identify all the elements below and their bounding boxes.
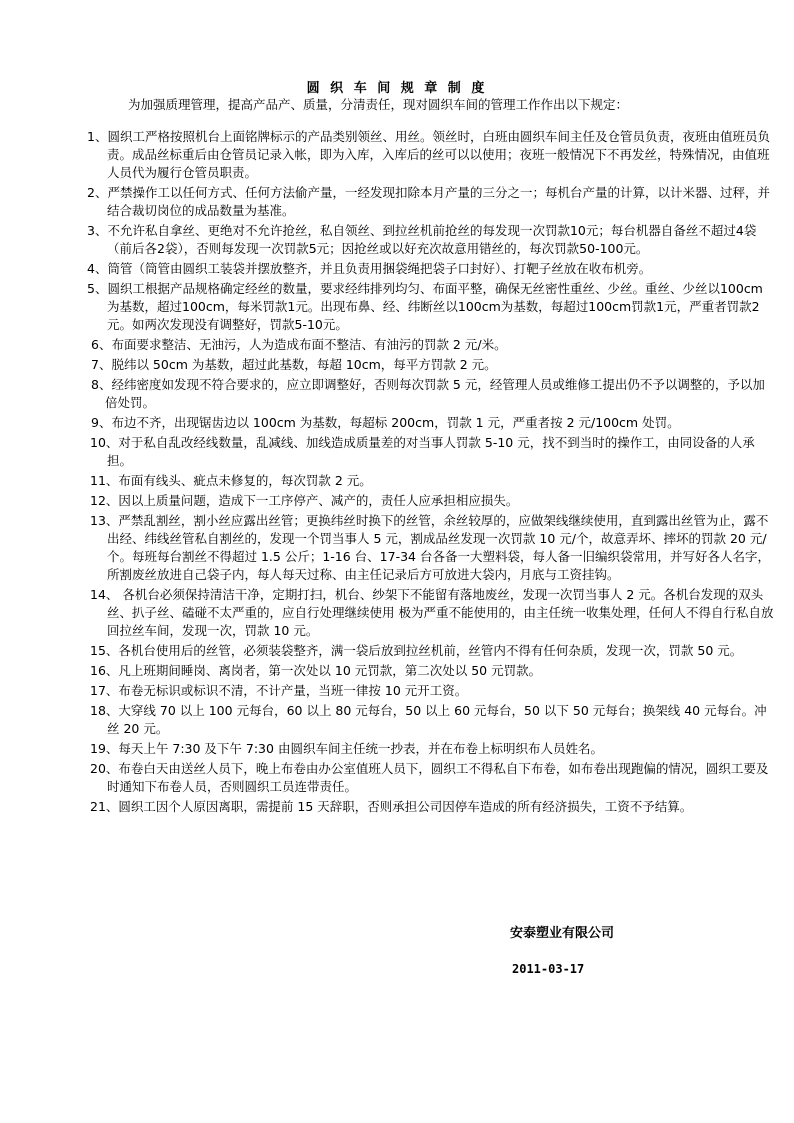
- rule-4: 4、筒管（筒管由圆织工装袋并摆放整齐，并且负责用捆袋绳把袋子口封好）、打靶子丝放在收布机旁。: [87, 261, 652, 276]
- rule-13: 13、严禁乱割丝，割小丝应露出丝管；更换纬丝时换下的丝管，余丝较厚的，应做架线继续使用，直到露出丝管为止，露不出经、纬线丝管私自割丝的，发现一个罚当事人 5 元，割成品丝发现一次罚款 10 元/个，故意弄坏、摔坏的罚款 20 元/个。每班每台割丝不得超过 1.5 公斤；1-16 台、17-34 台各备一大塑料袋，每人备一旧编织袋常用，并写好各人名字，所割废丝放进自己袋子内，每人每天过称、由主任记录后方可放进大袋内，月底与工资挂钩。: [90, 513, 770, 582]
- rule-7: 7、脱纬以 50cm 为基数，超过此基数，每超 10cm，每平方罚款 2 元。: [91, 357, 497, 372]
- rules-list: [0, 128, 794, 818]
- company-signature: 安泰塑业有限公司: [510, 926, 615, 941]
- rule-9: 9、布边不齐，出现锯齿边以 100cm 为基数，每超标 200cm，罚款 1 元，严重者按 2 元/100cm 处罚。: [91, 415, 680, 430]
- document-date: 2011-03-17: [512, 962, 585, 976]
- rule-17: 17、布卷无标识或标识不清，不计产量，当班一律按 10 元开工资。: [90, 683, 468, 698]
- intro-paragraph: 为加强质理管理，提高产品产、质量，分清责任，现对圆织车间的管理工作作出以下规定：: [128, 97, 629, 112]
- rule-8: 8、经纬密度如发现不符合要求的，应立即调整好，否则每次罚款 5 元，经管理人员或维修工提出仍不予以调整的，予以加倍处罚。: [91, 377, 765, 410]
- rule-5: 5、圆织工根据产品规格确定经丝的数量，要求经纬排列均匀、布面平整，确保无丝密性重丝、少丝。重丝、少丝以100cm为基数，超过100cm，每米罚款1元。出现布鼻、经、纬断丝以100cm为基数，每超过100cm罚款1元，严重者罚款2元。如两次发现没有调整好，罚款5-10元。: [87, 281, 763, 332]
- rule-20: 20、布卷白天由送丝人员下，晚上布卷由办公室值班人员下，圆织工不得私自下布卷，如布卷出现跑偏的情况，圆织工要及时通知下布卷人员，否则圆织工员连带责任。: [90, 761, 769, 794]
- rule-6: 6、布面要求整洁、无油污，人为造成布面不整洁、有油污的罚款 2 元/米。: [91, 337, 507, 352]
- rule-14: 14、 各机台必须保持清洁干净，定期打扫，机台、纱架下不能留有落地废丝，发现一次罚当事人 2 元。各机台发现的双头丝、扒子丝、磕碰不太严重的，应自行处理继续使用 极为严重不能使用的，由主任统一收集处理，任何人不得自行私自放回拉丝车间，发现一次，罚款 10 元。: [90, 587, 774, 638]
- document-title: 圆 织 车 间 规 章 制 度: [306, 81, 488, 96]
- rule-11: 11、布面有线头、疵点未修复的，每次罚款 2 元。: [90, 473, 372, 488]
- rule-10: 10、对于私自乱改经线数量，乱减线、加线造成质量差的对当事人罚款 5-10 元，找不到当时的操作工，由同设备的人承担。: [90, 435, 755, 468]
- rule-3: 3、不允许私自拿丝、更绝对不允许抢丝，私自领丝、到拉丝机前抢丝的每发现一次罚款10元；每台机器自备丝不超过4袋（前后各2袋），否则每发现一次罚款5元；因抢丝或以好充次故意用错丝的，每次罚款50-100元。: [87, 223, 757, 256]
- rule-15: 15、各机台使用后的丝管，必须装袋整齐，满一袋后放到拉丝机前，丝管内不得有任何杂质，发现一次，罚款 50 元。: [90, 643, 743, 658]
- rule-19: 19、每天上午 7:30 及下午 7:30 由圆织车间主任统一抄表，并在布卷上标明织布人员姓名。: [90, 741, 603, 756]
- rule-21: 21、圆织工因个人原因离职，需提前 15 天辞职，否则承担公司因停车造成的所有经济损失，工资不予结算。: [90, 799, 693, 814]
- rule-2: 2、严禁操作工以任何方式、任何方法偷产量，一经发现扣除本月产量的三分之一；每机台产量的计算，以计米器、过秤，并结合裁切岗位的成品数量为基准。: [87, 185, 770, 218]
- rule-16: 16、凡上班期间睡岗、离岗者，第一次处以 10 元罚款，第二次处以 50 元罚款。: [90, 663, 542, 678]
- rule-18: 18、大穿线 70 以上 100 元每台，60 以上 80 元每台，50 以上 60 元每台，50 以下 50 元每台；换架线 40 元每台。冲丝 20 元。: [90, 703, 767, 736]
- rule-12: 12、因以上质量问题，造成下一工序停产、减产的，责任人应承担相应损失。: [90, 493, 519, 508]
- rule-1: 1、圆织工严格按照机台上面铭牌标示的产品类别领丝、用丝。领丝时，白班由圆织车间主任及仓管员负责，夜班由值班员负责。成品丝标重后由仓管员记录入帐，即为入库，入库后的丝可以以使用；夜班一般情况下不再发丝，特殊情况，由值班人员代为履行仓管员职责。: [87, 129, 770, 180]
